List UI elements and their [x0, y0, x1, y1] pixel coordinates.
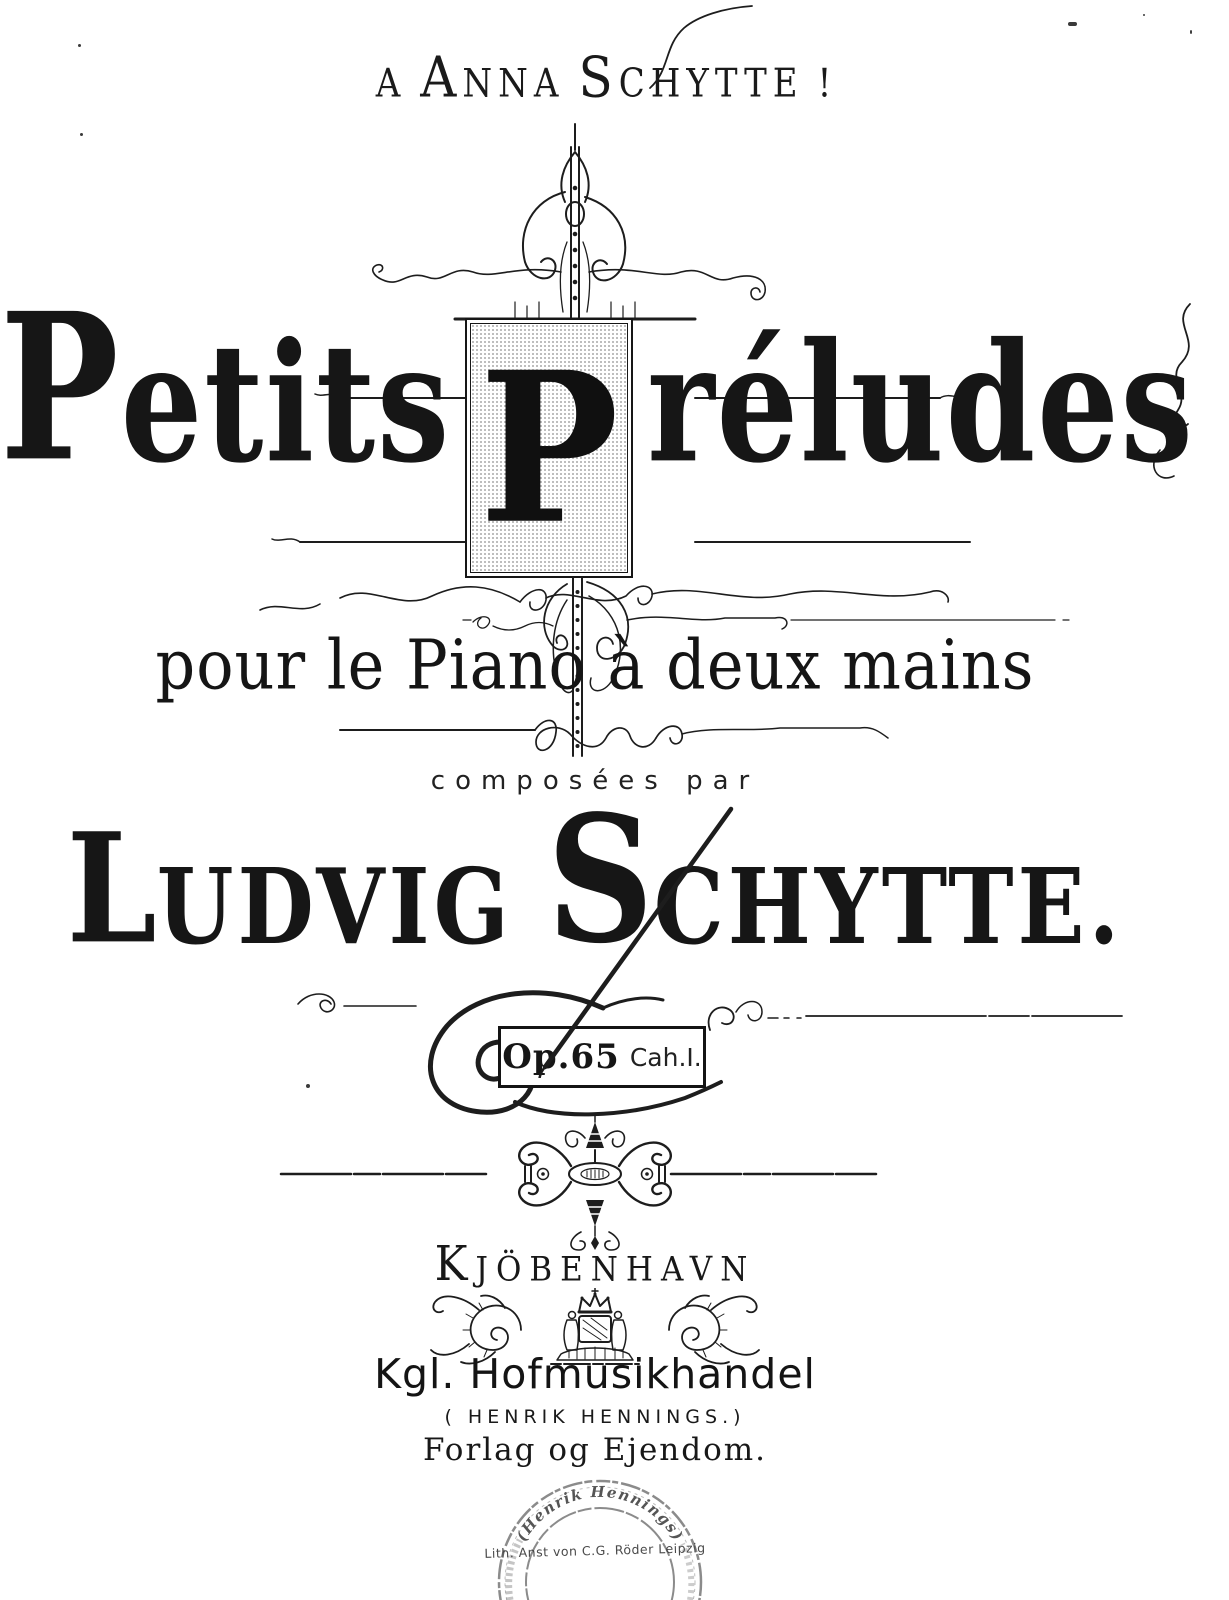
stamp-arc-text: (Henrik Hennings) — [512, 1482, 688, 1545]
city-rest: JÖBENHAVN — [475, 1250, 756, 1289]
opus-right-flourish — [702, 990, 1172, 1045]
city — [0, 1236, 1190, 1292]
composer-name2-rest: CHYTTE. — [653, 845, 1124, 968]
title-word2-initial: P — [479, 325, 619, 570]
printer-credit-text: Lith. Anst von C.G. Röder Leipzig — [484, 1540, 706, 1561]
publisher-name — [0, 1350, 1190, 1398]
title-word1-initial: P — [0, 269, 121, 507]
subtitle — [0, 624, 1190, 705]
dedication — [0, 45, 1213, 110]
title-word2-rest: réludes — [647, 307, 1195, 500]
publisher-agent — [0, 1406, 1190, 1428]
dedication-name1-rest: NNA — [462, 61, 565, 107]
scan-speck — [1190, 30, 1192, 34]
title-word1-rest: etits — [120, 307, 452, 500]
publisher-rights — [0, 1432, 1190, 1468]
dedication-exclamation: ! — [817, 61, 838, 107]
s-diagonal-beam-ornament — [505, 803, 745, 1078]
composer-name1-initial: L — [66, 801, 157, 978]
stamp-arc-text-holder — [513, 1483, 688, 1545]
scan-speck — [1068, 22, 1077, 26]
dedication-name1-initial: A — [420, 45, 463, 110]
rights-text: Forlag og Ejendom. — [422, 1432, 768, 1468]
city-initial: K — [434, 1236, 476, 1292]
scan-speck — [78, 44, 81, 47]
agent-text: ( HENRIK HENNINGS.) — [444, 1406, 746, 1428]
scan-speck — [306, 1084, 310, 1088]
scan-speck — [1143, 14, 1145, 16]
composer-name2-initial: S — [546, 776, 654, 982]
subtitle-flourish — [330, 708, 890, 763]
dedication-prefix: A — [375, 61, 407, 107]
scan-speck — [80, 133, 83, 136]
opus-cahier: Cah.I. — [629, 1042, 702, 1072]
divider-fleuron — [275, 1112, 915, 1262]
subtitle-text: pour le Piano à deux mains — [155, 624, 1035, 705]
composer-name1-rest: UDVIG — [156, 845, 513, 968]
dedication-flourish — [640, 0, 760, 95]
opus-left-flourish — [292, 988, 422, 1016]
opus-number: Op.65 — [502, 1037, 620, 1077]
main-title — [0, 269, 1195, 588]
initial-letter-panel — [470, 323, 628, 573]
dedication-name2-rest: CHYTTE — [618, 61, 804, 107]
decorated-initial-box — [465, 318, 633, 578]
floral-finial-ornament — [365, 122, 785, 322]
dedication-name2-initial: S — [578, 45, 619, 110]
byline-text: composées par — [430, 766, 760, 796]
publisher-stamp — [492, 1468, 708, 1600]
publisher-text: Kgl. Hofmusikhandel — [374, 1350, 816, 1398]
